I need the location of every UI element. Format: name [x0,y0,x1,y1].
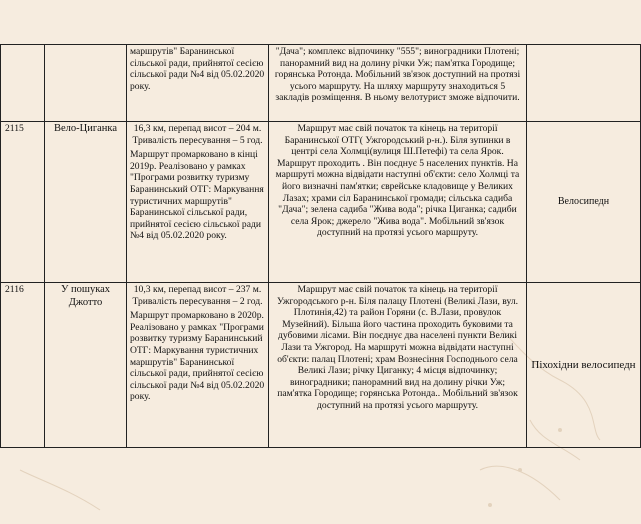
route-name [45,45,127,122]
route-length-summary: 10,3 км, перепад висот – 237 м. Тривалість пересування – 2 год. [132,284,263,307]
route-number: 2116 [1,283,45,448]
route-type: Велосипедн [527,122,641,283]
route-marking-info: Маршрут промарковано в кінці 2019р. Реалізовано у рамках "Програми розвитку туризму Баранинський ОТГ: Маркування туристичних маршрутів" Баранинської сільської ради, прийнятої сесією сільської ради №4 від 05.02.2020 року. [130,149,264,242]
route-description: "Дача"; комплекс відпочинку "555"; виноградники Плотені; панорамний вид на долину річки Уж; пам'ятка Городище; горянська Ротонда. Мобільний зв'язок доступний на протязі усього маршруту. На шляху маршруту знаходиться 5 закладів розміщення. В ньому велотурист зможе відпочити. [269,45,527,122]
route-description: Маршрут має свій початок та кінець на території Ужгородського р-н. Біля палацу Плотені (Великі Лази, вул. Плотинія,42) та район Горяни (с. В.Лази, провулок Музейний). Більша його частина проходить буковими та дубовими лісами. Він поєднує два населені пункти Великі Лази та Ужгород. На маршруті можна відвідати наступні об'єкти: палац Плотені; храм Вознесіння Господнього села Великі Лази; річку Циганку; 4 місця відпочинку; виноградники; панорамний вид на долину річки Уж; пам'ятка Городище; горянська Ротонда.. Мобільний зв'язок доступний на протязі усього маршруту. [269,283,527,448]
route-length-cell [127,122,269,283]
route-number [1,45,45,122]
route-length-cell [127,45,269,122]
table-row [1,283,641,448]
route-length-cell [127,283,269,448]
route-length-summary: 16,3 км, перепад висот – 204 м. Тривалість пересування – 5 год. [132,123,263,146]
route-number: 2115 [1,122,45,283]
route-name: Вело-Циганка [45,122,127,283]
route-marking-info: Маршрут промарковано в 2020р. Реалізовано у рамках "Програми розвитку туризму Баранинський ОТГ: Маркування туристичних маршрутів" Баранинської сільської ради, прийнятої сесією сільської ради №4 від 05.02.2020 року. [130,310,265,403]
route-name: У пошуках Джотто [45,283,127,448]
table-row [1,45,641,122]
route-type: Піхохідни велосипедн [527,283,641,448]
routes-table [0,44,641,448]
route-length-text: маршрутів" Баранинської сільської ради, прийнятої сесією сільської ради №4 від 05.02.2020 року. [130,46,265,92]
table-row [1,122,641,283]
route-type [527,45,641,122]
route-description: Маршрут має свій початок та кінець на території Баранинської ОТГ( Ужгородський р-н.). Біля зупинки в центрі села Холмці(вулиця Ш.Петефі) та села Ярок. Маршрут проходить . Він поєднує 5 населених пунктів. На маршруті можна відвідати наступні об'єкти: село Холмці та його визначні пам'ятки; єврейське кладовище у Великих Лазах; храми сіл Баранинської громади; сільська садиба "Дача"; зелена садиба "Жива вода"; річка Циганка; садиби села Ярок; джерело "Жива вода". Мобільний зв'язок доступний на протязі усього маршруту. [269,122,527,283]
